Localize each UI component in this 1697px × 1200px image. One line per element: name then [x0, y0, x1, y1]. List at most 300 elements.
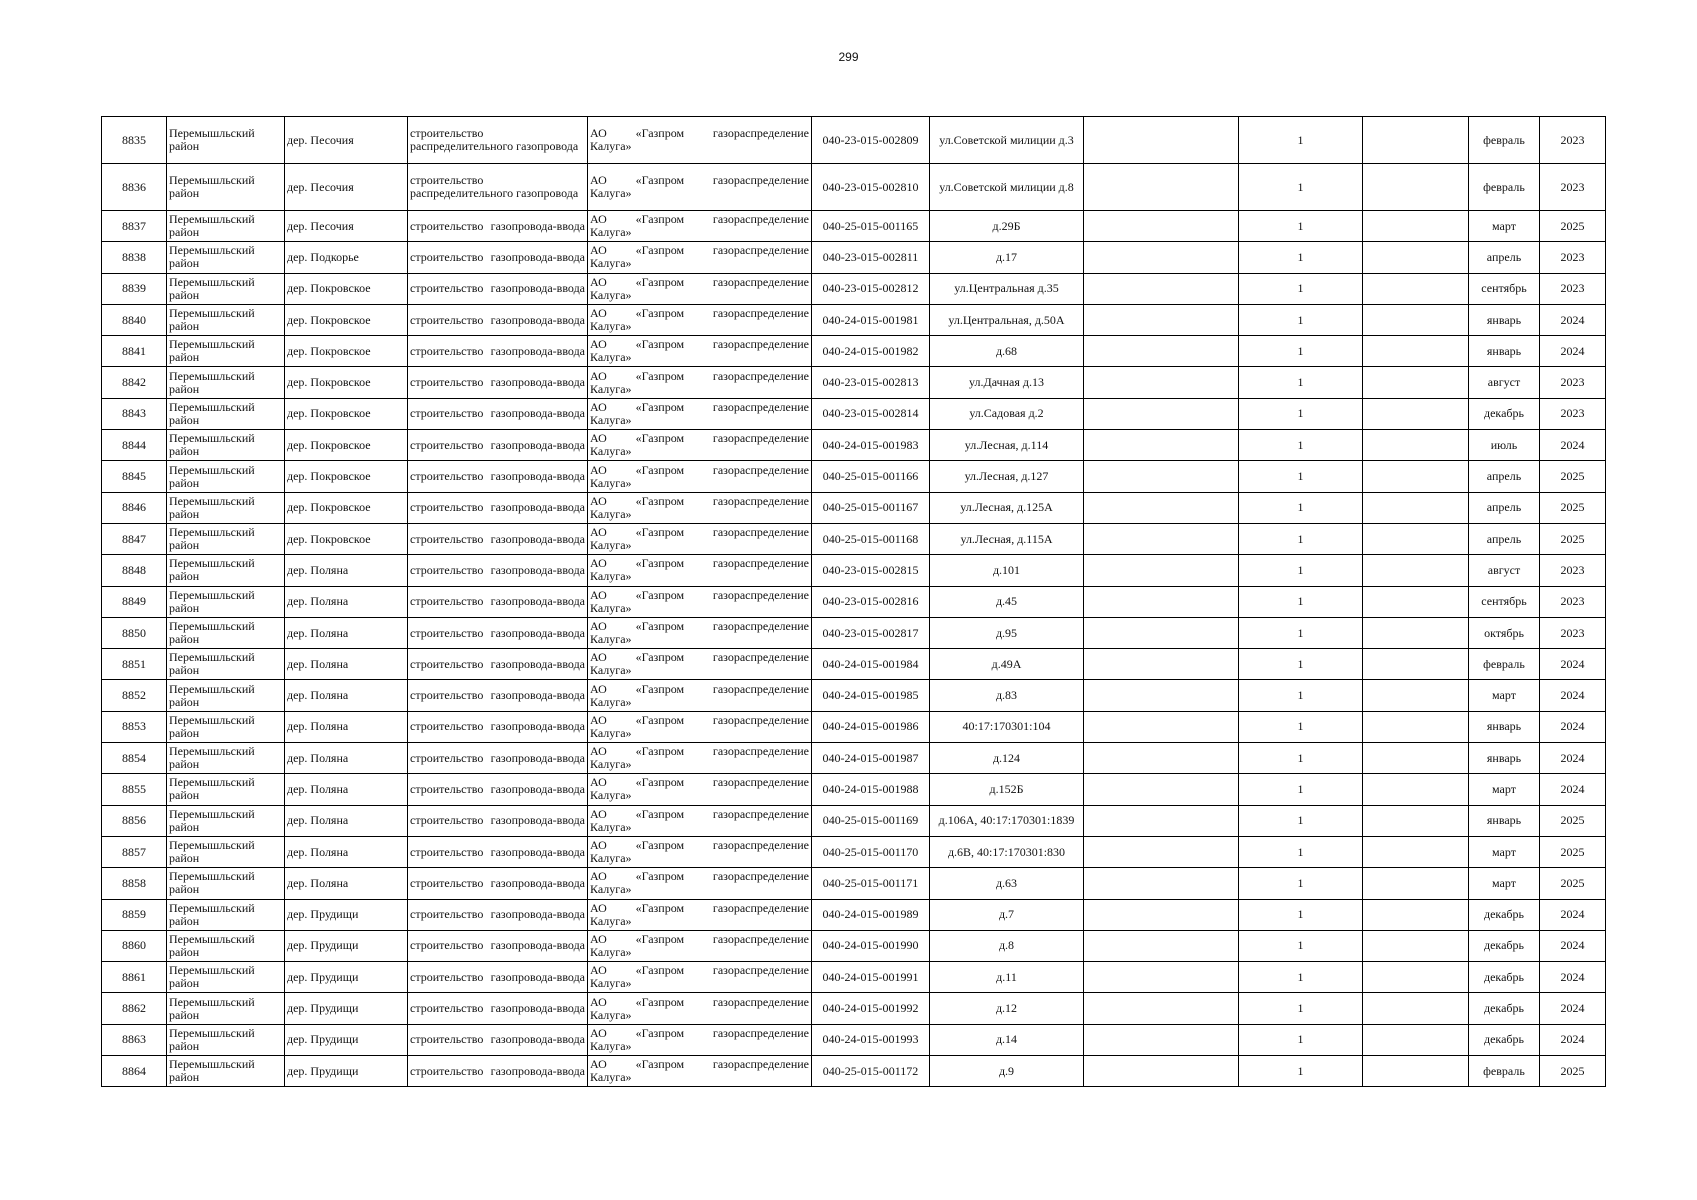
month-cell: январь [1469, 743, 1540, 774]
quantity-cell: 1 [1239, 836, 1363, 867]
table-row [102, 211, 1606, 242]
empty-cell [1084, 711, 1239, 742]
work-type-cell: строительство газопровода-ввода [408, 555, 588, 586]
year-cell: 2024 [1540, 930, 1606, 961]
quantity-cell: 1 [1239, 164, 1363, 211]
organization-word: «Газпром [635, 274, 685, 289]
empty-cell [1084, 617, 1239, 648]
address-cell: ул.Лесная, д.115А [930, 523, 1084, 554]
organization-word: газораспределение [712, 1057, 809, 1072]
empty-cell [1363, 993, 1469, 1024]
organization-word: «Газпром [635, 931, 685, 946]
organization-cell [588, 993, 812, 1024]
organization-word: Калуга» [590, 444, 632, 459]
work-type-cell: строительство газопровода-ввода [408, 993, 588, 1024]
organization-cell [588, 164, 812, 211]
month-cell: сентябрь [1469, 586, 1540, 617]
year-cell: 2023 [1540, 586, 1606, 617]
organization-word: АО [590, 493, 607, 508]
empty-cell [1363, 555, 1469, 586]
district-cell: Перемышльский район [167, 523, 285, 554]
empty-cell [1363, 461, 1469, 492]
year-cell: 2025 [1540, 523, 1606, 554]
empty-cell [1084, 774, 1239, 805]
object-code-cell: 040-24-015-001992 [812, 993, 930, 1024]
table-row [102, 336, 1606, 367]
empty-cell [1084, 492, 1239, 523]
table-body [102, 117, 1606, 1087]
year-cell: 2024 [1540, 649, 1606, 680]
organization-word: Калуга» [590, 819, 632, 834]
organization-cell [588, 273, 812, 304]
organization-cell [588, 743, 812, 774]
organization-word: Калуга» [590, 663, 632, 678]
row-number-cell: 8843 [102, 398, 167, 429]
empty-cell [1084, 273, 1239, 304]
work-type-cell: строительство газопровода-ввода [408, 273, 588, 304]
object-code-cell: 040-25-015-001168 [812, 523, 930, 554]
object-code-cell: 040-23-015-002812 [812, 273, 930, 304]
organization-word: «Газпром [635, 399, 685, 414]
work-type-cell: строительство газопровода-ввода [408, 398, 588, 429]
organization-word: АО [590, 1025, 607, 1040]
organization-word: газораспределение [712, 212, 809, 227]
settlement-cell: дер. Покровское [285, 273, 408, 304]
work-type-cell: строительство газопровода-ввода [408, 367, 588, 398]
empty-cell [1363, 304, 1469, 335]
organization-word: «Газпром [635, 712, 685, 727]
organization-word: «Газпром [635, 838, 685, 853]
settlement-cell: дер. Покровское [285, 492, 408, 523]
table-row [102, 164, 1606, 211]
work-type-cell: строительство газопровода-ввода [408, 899, 588, 930]
district-cell: Перемышльский район [167, 430, 285, 461]
month-cell: август [1469, 555, 1540, 586]
object-code-cell: 040-23-015-002813 [812, 367, 930, 398]
work-type-cell: строительство газопровода-ввода [408, 617, 588, 648]
organization-word: «Газпром [635, 306, 685, 321]
month-cell: апрель [1469, 492, 1540, 523]
organization-word: Калуга» [590, 1038, 632, 1053]
work-type-cell: строительство газопровода-ввода [408, 649, 588, 680]
organization-word: АО [590, 399, 607, 414]
organization-cell [588, 336, 812, 367]
organization-cell [588, 523, 812, 554]
empty-cell [1363, 398, 1469, 429]
organization-cell [588, 304, 812, 335]
quantity-cell: 1 [1239, 805, 1363, 836]
empty-cell [1363, 743, 1469, 774]
row-number-cell: 8857 [102, 836, 167, 867]
empty-cell [1084, 805, 1239, 836]
year-cell: 2024 [1540, 899, 1606, 930]
empty-cell [1363, 367, 1469, 398]
object-code-cell: 040-23-015-002814 [812, 398, 930, 429]
organization-word: газораспределение [712, 462, 809, 477]
row-number-cell: 8860 [102, 930, 167, 961]
organization-word: газораспределение [712, 306, 809, 321]
quantity-cell: 1 [1239, 617, 1363, 648]
month-cell: январь [1469, 336, 1540, 367]
address-cell: д.7 [930, 899, 1084, 930]
district-cell: Перемышльский район [167, 336, 285, 367]
table-row [102, 680, 1606, 711]
organization-cell [588, 117, 812, 164]
year-cell: 2025 [1540, 868, 1606, 899]
address-cell: ул.Центральная д.35 [930, 273, 1084, 304]
district-cell: Перемышльский район [167, 899, 285, 930]
district-cell: Перемышльский район [167, 617, 285, 648]
quantity-cell: 1 [1239, 304, 1363, 335]
organization-word: Калуга» [590, 1070, 632, 1085]
organization-word: АО [590, 994, 607, 1009]
district-cell: Перемышльский район [167, 868, 285, 899]
quantity-cell: 1 [1239, 711, 1363, 742]
object-code-cell: 040-24-015-001989 [812, 899, 930, 930]
work-type-cell: строительство газопровода-ввода [408, 743, 588, 774]
object-code-cell: 040-24-015-001987 [812, 743, 930, 774]
empty-cell [1363, 586, 1469, 617]
address-cell: д.152Б [930, 774, 1084, 805]
address-cell: д.12 [930, 993, 1084, 1024]
address-cell: ул.Лесная, д.114 [930, 430, 1084, 461]
object-code-cell: 040-23-015-002817 [812, 617, 930, 648]
row-number-cell: 8856 [102, 805, 167, 836]
year-cell: 2023 [1540, 367, 1606, 398]
organization-word: Калуга» [590, 412, 632, 427]
row-number-cell: 8858 [102, 868, 167, 899]
row-number-cell: 8846 [102, 492, 167, 523]
object-code-cell: 040-23-015-002809 [812, 117, 930, 164]
object-code-cell: 040-23-015-002810 [812, 164, 930, 211]
quantity-cell: 1 [1239, 930, 1363, 961]
settlement-cell: дер. Подкорье [285, 242, 408, 273]
organization-word: газораспределение [712, 712, 809, 727]
month-cell: апрель [1469, 461, 1540, 492]
quantity-cell: 1 [1239, 461, 1363, 492]
organization-word: Калуга» [590, 1007, 632, 1022]
settlement-cell: дер. Поляна [285, 743, 408, 774]
row-number-cell: 8851 [102, 649, 167, 680]
organization-word: газораспределение [712, 368, 809, 383]
year-cell: 2024 [1540, 774, 1606, 805]
row-number-cell: 8840 [102, 304, 167, 335]
organization-word: «Газпром [635, 126, 685, 140]
empty-cell [1363, 211, 1469, 242]
organization-word: «Газпром [635, 462, 685, 477]
empty-cell [1084, 1024, 1239, 1055]
month-cell: декабрь [1469, 930, 1540, 961]
organization-word: «Газпром [635, 493, 685, 508]
organization-cell [588, 586, 812, 617]
table-row [102, 774, 1606, 805]
object-code-cell: 040-24-015-001984 [812, 649, 930, 680]
table-row [102, 649, 1606, 680]
year-cell: 2023 [1540, 273, 1606, 304]
empty-cell [1363, 430, 1469, 461]
settlement-cell: дер. Поляна [285, 586, 408, 617]
empty-cell [1363, 336, 1469, 367]
year-cell: 2023 [1540, 242, 1606, 273]
settlement-cell: дер. Покровское [285, 336, 408, 367]
organization-cell [588, 242, 812, 273]
object-code-cell: 040-25-015-001172 [812, 1056, 930, 1087]
district-cell: Перемышльский район [167, 492, 285, 523]
organization-word: «Газпром [635, 556, 685, 571]
row-number-cell: 8836 [102, 164, 167, 211]
work-type-cell: строительство распределительного газопровода [408, 164, 588, 211]
month-cell: сентябрь [1469, 273, 1540, 304]
settlement-cell: дер. Поляна [285, 774, 408, 805]
row-number-cell: 8850 [102, 617, 167, 648]
organization-cell [588, 398, 812, 429]
year-cell: 2023 [1540, 617, 1606, 648]
district-cell: Перемышльский район [167, 117, 285, 164]
district-cell: Перемышльский район [167, 930, 285, 961]
organization-cell [588, 555, 812, 586]
organization-word: «Газпром [635, 994, 685, 1009]
empty-cell [1363, 836, 1469, 867]
month-cell: декабрь [1469, 962, 1540, 993]
table-row [102, 304, 1606, 335]
organization-word: АО [590, 525, 607, 540]
page-number: 299 [838, 50, 859, 64]
empty-cell [1084, 899, 1239, 930]
address-cell: д.29Б [930, 211, 1084, 242]
empty-cell [1363, 492, 1469, 523]
organization-cell [588, 962, 812, 993]
district-cell: Перемышльский район [167, 398, 285, 429]
organization-cell [588, 805, 812, 836]
empty-cell [1084, 649, 1239, 680]
organization-word: газораспределение [712, 963, 809, 978]
address-cell: д.17 [930, 242, 1084, 273]
table-row [102, 523, 1606, 554]
address-cell: ул.Центральная, д.50А [930, 304, 1084, 335]
organization-cell [588, 461, 812, 492]
work-type-cell: строительство газопровода-ввода [408, 430, 588, 461]
address-cell: ул.Садовая д.2 [930, 398, 1084, 429]
work-type-cell: строительство газопровода-ввода [408, 1056, 588, 1087]
object-code-cell: 040-24-015-001986 [812, 711, 930, 742]
month-cell: март [1469, 680, 1540, 711]
work-type-cell: строительство газопровода-ввода [408, 242, 588, 273]
organization-word: Калуга» [590, 139, 632, 153]
settlement-cell: дер. Покровское [285, 430, 408, 461]
object-code-cell: 040-25-015-001169 [812, 805, 930, 836]
work-type-cell: строительство газопровода-ввода [408, 211, 588, 242]
empty-cell [1084, 461, 1239, 492]
address-cell: д.63 [930, 868, 1084, 899]
organization-word: Калуга» [590, 944, 632, 959]
address-cell: д.124 [930, 743, 1084, 774]
district-cell: Перемышльский район [167, 711, 285, 742]
settlement-cell: дер. Поляна [285, 680, 408, 711]
quantity-cell: 1 [1239, 899, 1363, 930]
quantity-cell: 1 [1239, 993, 1363, 1024]
organization-cell [588, 492, 812, 523]
organization-word: газораспределение [712, 493, 809, 508]
row-number-cell: 8862 [102, 993, 167, 1024]
organization-word: Калуга» [590, 225, 632, 240]
row-number-cell: 8853 [102, 711, 167, 742]
year-cell: 2024 [1540, 993, 1606, 1024]
organization-word: газораспределение [712, 744, 809, 759]
work-type-cell: строительство газопровода-ввода [408, 774, 588, 805]
work-type-cell: строительство газопровода-ввода [408, 492, 588, 523]
quantity-cell: 1 [1239, 1024, 1363, 1055]
organization-cell [588, 836, 812, 867]
empty-cell [1084, 304, 1239, 335]
table-row [102, 367, 1606, 398]
work-type-cell: строительство газопровода-ввода [408, 930, 588, 961]
empty-cell [1084, 930, 1239, 961]
year-cell: 2025 [1540, 211, 1606, 242]
organization-word: АО [590, 963, 607, 978]
organization-word: газораспределение [712, 525, 809, 540]
address-cell: ул.Советской милиции д.8 [930, 164, 1084, 211]
work-type-cell: строительство газопровода-ввода [408, 304, 588, 335]
month-cell: апрель [1469, 242, 1540, 273]
object-code-cell: 040-24-015-001988 [812, 774, 930, 805]
organization-word: АО [590, 556, 607, 571]
empty-cell [1084, 868, 1239, 899]
address-cell: д.11 [930, 962, 1084, 993]
object-code-cell: 040-24-015-001990 [812, 930, 930, 961]
organization-cell [588, 711, 812, 742]
address-cell: д.101 [930, 555, 1084, 586]
empty-cell [1363, 617, 1469, 648]
organization-word: Калуга» [590, 186, 632, 200]
work-type-cell: строительство газопровода-ввода [408, 711, 588, 742]
year-cell: 2025 [1540, 461, 1606, 492]
organization-word: АО [590, 462, 607, 477]
year-cell: 2025 [1540, 805, 1606, 836]
year-cell: 2024 [1540, 430, 1606, 461]
object-code-cell: 040-25-015-001166 [812, 461, 930, 492]
organization-cell [588, 868, 812, 899]
organization-cell [588, 680, 812, 711]
quantity-cell: 1 [1239, 367, 1363, 398]
work-type-cell: строительство газопровода-ввода [408, 836, 588, 867]
organization-word: газораспределение [712, 431, 809, 446]
table-row [102, 398, 1606, 429]
year-cell: 2024 [1540, 743, 1606, 774]
settlement-cell: дер. Поляна [285, 868, 408, 899]
empty-cell [1084, 430, 1239, 461]
address-cell: д.49А [930, 649, 1084, 680]
object-code-cell: 040-24-015-001982 [812, 336, 930, 367]
work-type-cell: строительство газопровода-ввода [408, 523, 588, 554]
address-cell: д.45 [930, 586, 1084, 617]
organization-word: АО [590, 838, 607, 853]
year-cell: 2024 [1540, 1024, 1606, 1055]
year-cell: 2024 [1540, 304, 1606, 335]
month-cell: февраль [1469, 117, 1540, 164]
district-cell: Перемышльский район [167, 367, 285, 398]
work-type-cell: строительство газопровода-ввода [408, 586, 588, 617]
object-code-cell: 040-23-015-002815 [812, 555, 930, 586]
row-number-cell: 8842 [102, 367, 167, 398]
row-number-cell: 8849 [102, 586, 167, 617]
empty-cell [1363, 117, 1469, 164]
organization-cell [588, 899, 812, 930]
organization-word: АО [590, 712, 607, 727]
organization-word: АО [590, 587, 607, 602]
district-cell: Перемышльский район [167, 1024, 285, 1055]
district-cell: Перемышльский район [167, 242, 285, 273]
year-cell: 2024 [1540, 962, 1606, 993]
row-number-cell: 8859 [102, 899, 167, 930]
settlement-cell: дер. Прудищи [285, 1024, 408, 1055]
settlement-cell: дер. Поляна [285, 836, 408, 867]
row-number-cell: 8837 [102, 211, 167, 242]
settlement-cell: дер. Покровское [285, 367, 408, 398]
work-type-cell: строительство газопровода-ввода [408, 805, 588, 836]
organization-word: «Газпром [635, 525, 685, 540]
district-cell: Перемышльский район [167, 805, 285, 836]
work-type-cell: строительство газопровода-ввода [408, 868, 588, 899]
settlement-cell: дер. Покровское [285, 461, 408, 492]
quantity-cell: 1 [1239, 680, 1363, 711]
organization-word: Калуга» [590, 319, 632, 334]
settlement-cell: дер. Песочия [285, 164, 408, 211]
table-row [102, 805, 1606, 836]
organization-word: Калуга» [590, 882, 632, 897]
district-cell: Перемышльский район [167, 164, 285, 211]
empty-cell [1363, 774, 1469, 805]
address-cell: д.106А, 40:17:170301:1839 [930, 805, 1084, 836]
address-cell: д.8 [930, 930, 1084, 961]
organization-word: Калуга» [590, 788, 632, 803]
settlement-cell: дер. Поляна [285, 555, 408, 586]
quantity-cell: 1 [1239, 273, 1363, 304]
organization-word: Калуга» [590, 725, 632, 740]
organization-cell [588, 430, 812, 461]
organization-word: АО [590, 806, 607, 821]
settlement-cell: дер. Песочия [285, 211, 408, 242]
empty-cell [1084, 367, 1239, 398]
organization-word: «Газпром [635, 963, 685, 978]
organization-word: газораспределение [712, 681, 809, 696]
organization-word: Калуга» [590, 913, 632, 928]
organization-word: АО [590, 869, 607, 884]
organization-word: Калуга» [590, 538, 632, 553]
organization-word: газораспределение [712, 994, 809, 1009]
gasification-registry-table [101, 116, 1606, 1087]
district-cell: Перемышльский район [167, 774, 285, 805]
object-code-cell: 040-25-015-001167 [812, 492, 930, 523]
quantity-cell: 1 [1239, 868, 1363, 899]
object-code-cell: 040-24-015-001991 [812, 962, 930, 993]
address-cell: д.9 [930, 1056, 1084, 1087]
month-cell: декабрь [1469, 899, 1540, 930]
organization-word: Калуга» [590, 287, 632, 302]
organization-word: Калуга» [590, 600, 632, 615]
object-code-cell: 040-25-015-001165 [812, 211, 930, 242]
quantity-cell: 1 [1239, 492, 1363, 523]
organization-word: «Газпром [635, 650, 685, 665]
organization-cell [588, 774, 812, 805]
work-type-cell: строительство газопровода-ввода [408, 680, 588, 711]
table-row [102, 711, 1606, 742]
month-cell: декабрь [1469, 1024, 1540, 1055]
organization-word: газораспределение [712, 806, 809, 821]
empty-cell [1084, 743, 1239, 774]
organization-word: Калуга» [590, 632, 632, 646]
row-number-cell: 8861 [102, 962, 167, 993]
organization-word: АО [590, 306, 607, 321]
